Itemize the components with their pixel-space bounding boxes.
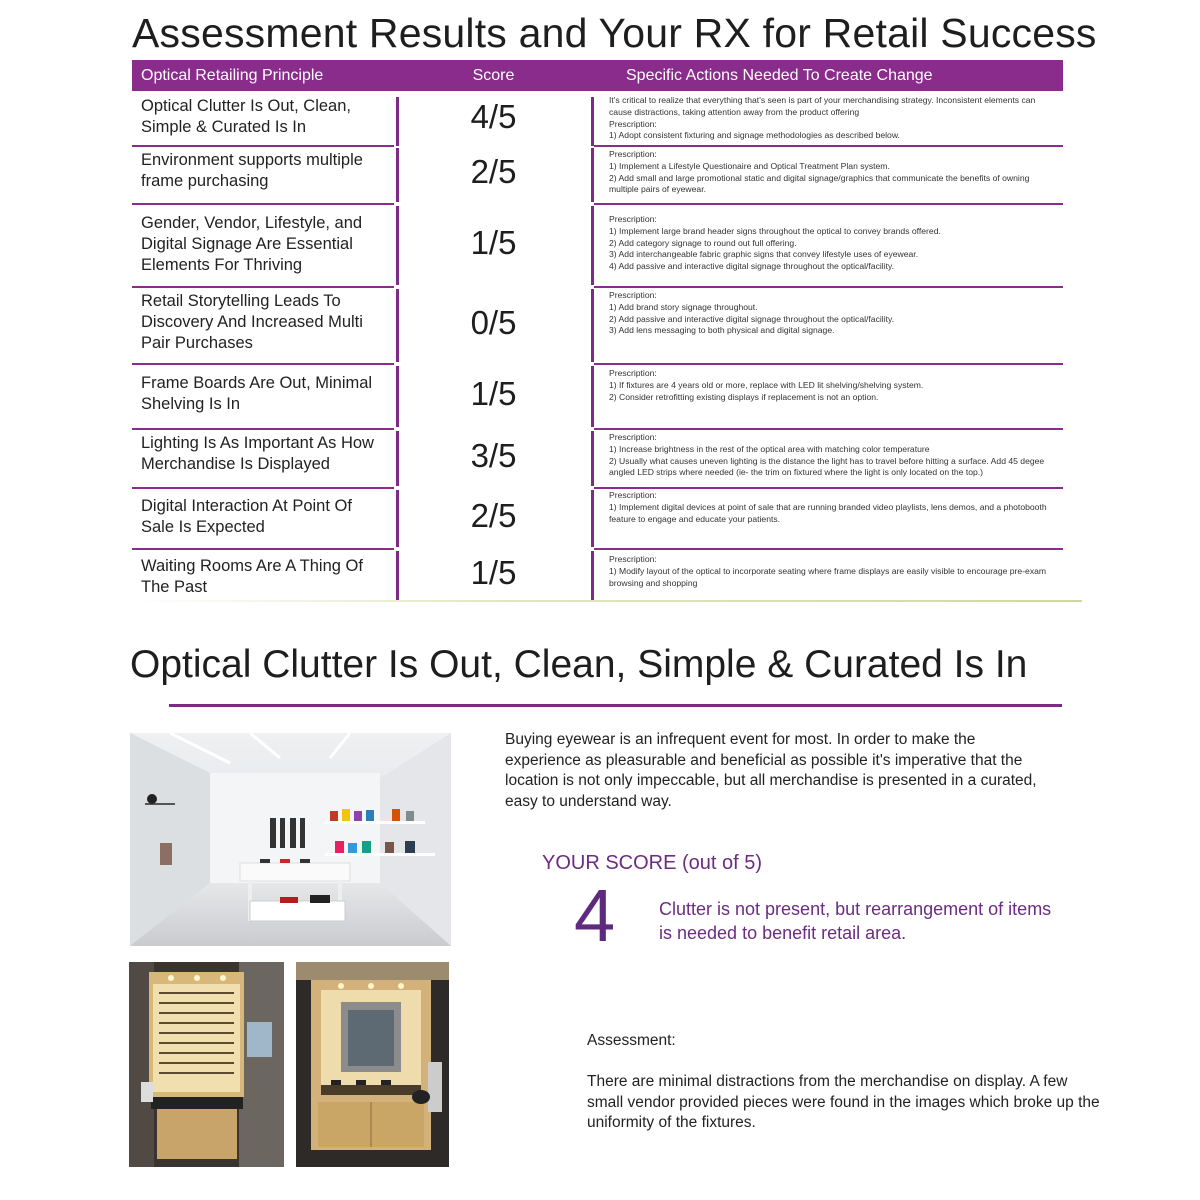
table-row — [132, 93, 1063, 146]
action-line: Prescription: — [609, 118, 657, 129]
column-divider — [591, 206, 594, 285]
column-divider — [396, 431, 399, 486]
action-line: 1) Add brand story signage throughout. — [609, 301, 758, 312]
action-line: 1) Implement large brand header signs throughout the optical to convey brands offered. — [609, 225, 941, 236]
table-row — [132, 146, 1063, 204]
column-divider — [396, 289, 399, 362]
actions-cell — [609, 149, 1059, 196]
action-line: 2) Add small and large promotional static and digital signage/graphics that communicate the benefits of owning multiple pairs of eyewear. — [609, 172, 1030, 195]
store-interior-photo — [130, 733, 451, 946]
score-cell: 2/5 — [470, 496, 517, 534]
action-line: 1) Modify layout of the optical to incorporate seating where frame displays are easily visible to encourage pre-exam browsing and shopping — [609, 565, 1047, 588]
header-principle: Optical Retailing Principle — [141, 66, 324, 84]
actions-cell — [609, 368, 1059, 403]
score-cell: 1/5 — [470, 553, 517, 591]
action-line: 2) Usually what causes uneven lighting is the distance the light has to travel before hitting a surface. Add 45 degee angled LED strips where needed (ie- the trim on fixtured where the light is only located on the top.) — [609, 455, 1045, 478]
assessment-heading: Assessment: — [587, 1032, 676, 1049]
actions-cell — [609, 490, 1059, 525]
header-actions: Specific Actions Needed To Create Change — [626, 66, 933, 84]
action-line: 2) Add passive and interactive digital signage throughout the optical/facility. — [609, 313, 895, 324]
principle-cell: Environment supports multiple frame purchasing — [141, 151, 363, 190]
column-divider — [396, 97, 399, 146]
column-divider — [396, 490, 399, 547]
table-row — [132, 287, 1063, 364]
score-value: 4 — [574, 874, 616, 957]
score-cell: 3/5 — [470, 436, 517, 474]
principle-cell: Waiting Rooms Are A Thing Of The Past — [141, 557, 363, 596]
column-divider — [591, 97, 594, 146]
heading-underline — [169, 704, 1062, 707]
column-divider — [396, 366, 399, 427]
action-line: 1) Implement a Lifestyle Questionaire and Optical Treatment Plan system. — [609, 160, 890, 171]
principle-cell: Optical Clutter Is Out, Clean, Simple & Curated Is In — [141, 97, 351, 136]
action-line: Prescription: — [609, 368, 657, 378]
action-line: 2) Add category signage to round out full offering. — [609, 237, 797, 248]
score-comment: Clutter is not present, but rearrangement of items is needed to benefit retail area. — [659, 899, 1052, 943]
action-line: Prescription: — [609, 149, 657, 159]
column-divider — [591, 551, 594, 600]
score-cell: 4/5 — [470, 97, 517, 135]
score-cell: 2/5 — [470, 153, 517, 190]
column-divider — [591, 490, 594, 547]
principle-cell: Retail Storytelling Leads To Discovery And Increased Multi Pair Purchases — [141, 292, 363, 352]
action-line: 3) Add lens messaging to both physical and digital signage. — [609, 325, 835, 336]
score-cell: 1/5 — [470, 374, 517, 412]
actions-cell — [609, 95, 1059, 142]
frame-display-photo-right — [296, 962, 449, 1167]
action-line: 2) Consider retrofitting existing displays if replacement is not an option. — [609, 391, 879, 402]
column-divider — [591, 148, 594, 202]
divider — [132, 600, 1082, 602]
table-row — [132, 429, 1063, 488]
action-line: Prescription: — [609, 290, 657, 300]
action-line: 4) Add passive and interactive digital signage throughout the optical/facility. — [609, 261, 895, 272]
section-heading: Optical Clutter Is Out, Clean, Simple & Curated Is In — [130, 643, 1028, 686]
assessment-text: There are minimal distractions from the merchandise on display. A few small vendor provided pieces were found in the images which broke up the uniformity of the fixtures. — [587, 1073, 1100, 1131]
frame-display-photo-left — [129, 962, 284, 1167]
table-row — [132, 364, 1063, 429]
table-row — [132, 488, 1063, 549]
action-line: 1) If fixtures are 4 years old or more, replace with LED lit shelving/shelving system. — [609, 379, 924, 390]
action-line: Prescription: — [609, 490, 657, 500]
column-divider — [396, 206, 399, 285]
header-score: Score — [472, 66, 515, 84]
score-label: YOUR SCORE (out of 5) — [542, 852, 763, 874]
column-divider — [591, 366, 594, 427]
column-divider — [591, 289, 594, 362]
action-line: It's critical to realize that everything that's seen is part of your merchandising strategy. Inconsistent elements can cause distractions, taking attention away from the product offering — [609, 95, 1036, 117]
column-divider — [396, 551, 399, 600]
action-line: 1) Increase brightness in the rest of the optical area with matching color temperature — [609, 443, 930, 454]
assessment-table — [132, 60, 1063, 596]
principle-cell: Frame Boards Are Out, Minimal Shelving Is In — [141, 374, 373, 413]
action-line: Prescription: — [609, 214, 657, 224]
action-line: Prescription: — [609, 554, 657, 564]
actions-cell — [609, 554, 1059, 589]
section-intro: Buying eyewear is an infrequent event for most. In order to make the experience as pleasurable and beneficial as possible it's imperative that the location is not only impeccable, but all merchandise is presented in a curated, easy to understand way. — [505, 731, 1037, 810]
table-row — [132, 204, 1063, 287]
table-header — [132, 60, 1063, 91]
principle-cell: Digital Interaction At Point Of Sale Is Expected — [141, 497, 352, 536]
actions-cell — [609, 214, 1059, 273]
page-title: Assessment Results and Your RX for Retail Success — [132, 10, 1097, 56]
action-line: 3) Add interchangeable fabric graphic signs that convey lifestyle uses of eyewear. — [609, 249, 919, 260]
actions-cell — [609, 290, 1059, 337]
principle-cell: Lighting Is As Important As How Merchandise Is Displayed — [141, 434, 374, 473]
principle-cell: Gender, Vendor, Lifestyle, and Digital Signage Are Essential Elements For Thriving — [141, 214, 363, 274]
action-line: 1) Adopt consistent fixturing and signage methodologies as described below. — [609, 130, 900, 141]
actions-cell — [609, 432, 1059, 479]
action-line: Prescription: — [609, 432, 657, 442]
score-cell: 1/5 — [470, 223, 517, 261]
column-divider — [396, 148, 399, 202]
score-cell: 0/5 — [470, 303, 517, 341]
action-line: 1) Implement digital devices at point of sale that are running branded video playlists, lens demos, and a photobooth feature to engage and educate your patients. — [609, 501, 1047, 524]
table-row — [132, 549, 1063, 602]
column-divider — [591, 431, 594, 486]
